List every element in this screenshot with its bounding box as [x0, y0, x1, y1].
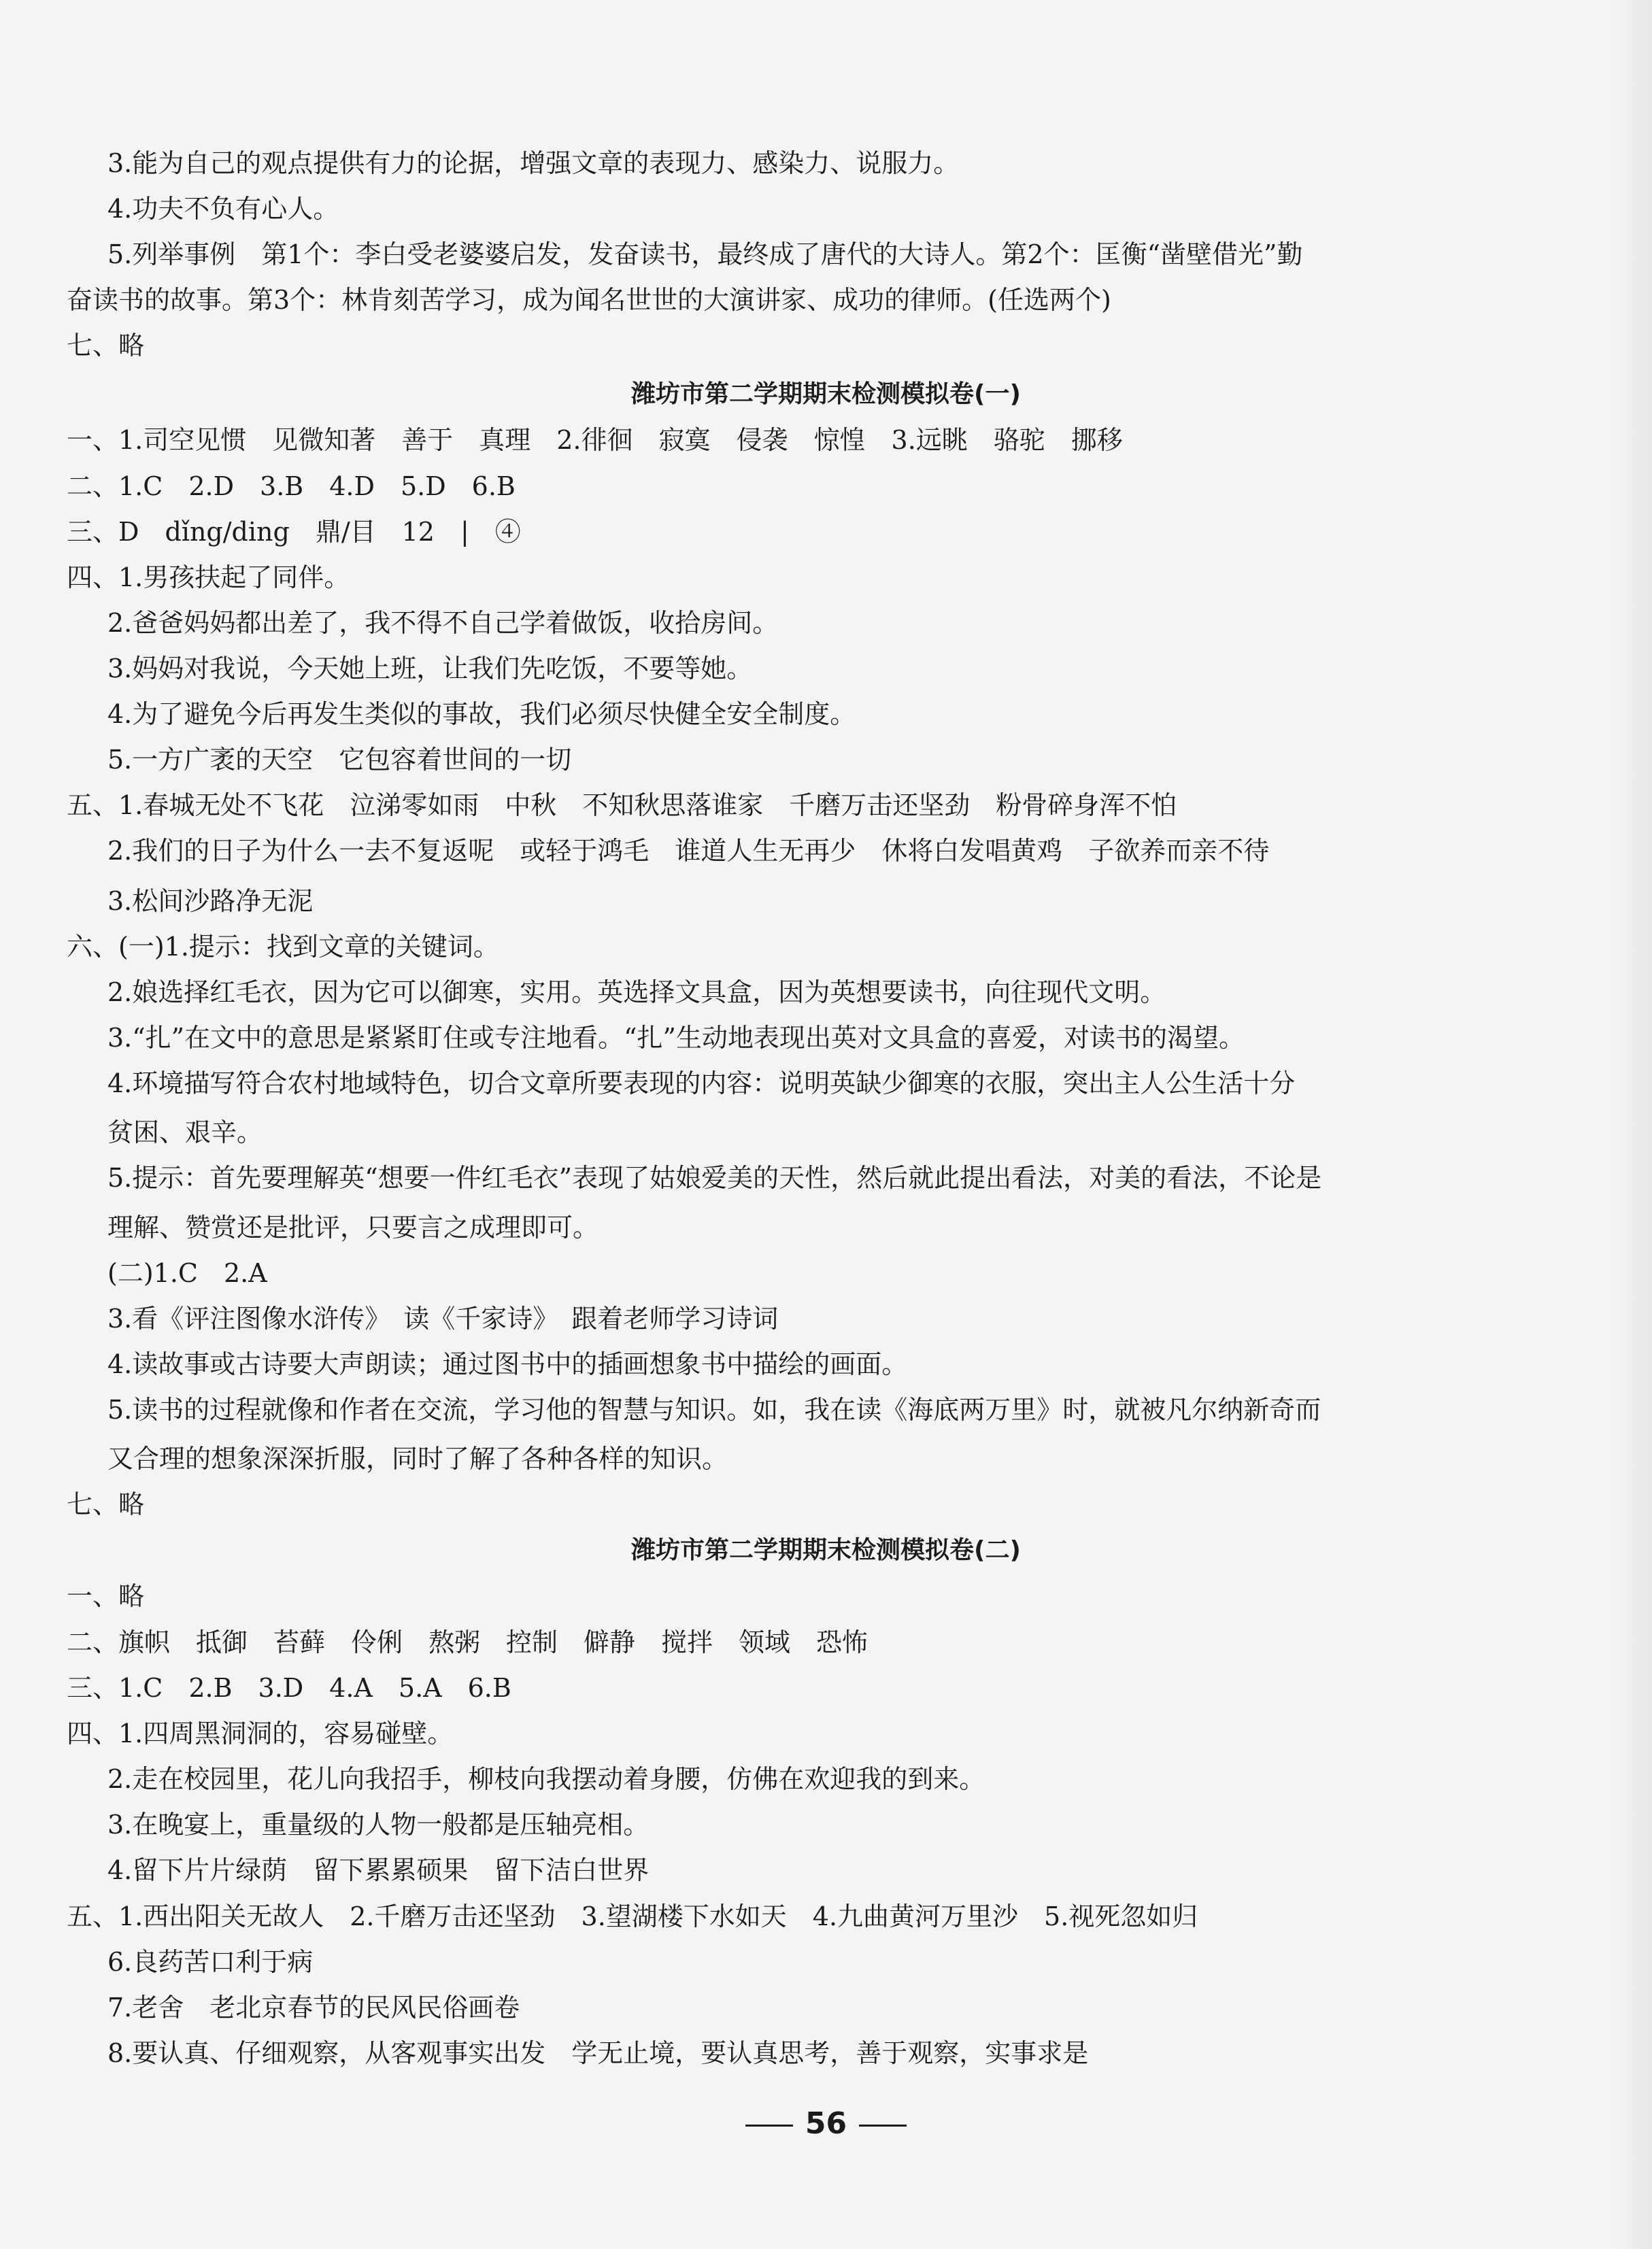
text-line: 四、1.男孩扶起了同伴。	[67, 562, 350, 592]
text-line: 3.“扎”在文中的意思是紧紧盯住或专注地看。“扎”生动地表现出英对文具盒的喜爱，对读书的渴望。	[107, 1023, 1245, 1053]
text-line: 4.环境描写符合农村地域特色，切合文章所要表现的内容：说明英缺少御寒的衣服，突出主人公生活十分	[107, 1068, 1296, 1098]
text-line: 5.提示：首先要理解英“想要一件红毛衣”表现了姑娘爱美的天性，然后就此提出看法，对美的看法，不论是	[107, 1163, 1322, 1193]
text-line: 一、略	[67, 1581, 145, 1611]
text-line: 二、旗帜 抵御 苔藓 伶俐 熬粥 控制 僻静 搅拌 领域 恐怖	[67, 1627, 869, 1657]
text-line: 5.读书的过程就像和作者在交流，学习他的智慧与知识。如，我在读《海底两万里》时，就被凡尔纳新奇而	[107, 1395, 1321, 1425]
text-line: (二)1.C 2.A	[107, 1258, 267, 1288]
page-number-value: 56	[805, 2106, 847, 2141]
text-line: 2.娘选择红毛衣，因为它可以御寒，实用。英选择文具盒，因为英想要读书，向往现代文明。	[107, 977, 1166, 1007]
text-line: 3.妈妈对我说，今天她上班，让我们先吃饭，不要等她。	[107, 654, 753, 683]
text-line: 二、1.C 2.D 3.B 4.D 5.D 6.B	[67, 471, 516, 501]
text-line: 4.读故事或古诗要大声朗读；通过图书中的插画想象书中描绘的画面。	[107, 1349, 908, 1379]
text-line: 3.松间沙路净无泥	[107, 886, 314, 916]
text-line: 五、1.西出阳关无故人 2.千磨万击还坚劲 3.望湖楼下水如天 4.九曲黄河万里沙 5.视死忽如归	[67, 1901, 1198, 1931]
text-line: 7.老舍 老北京春节的民风民俗画卷	[107, 1993, 520, 2023]
text-line: 一、1.司空见惯 见微知著 善于 真理 2.徘徊 寂寞 侵袭 惊惶 3.远眺 骆驼 挪移	[67, 425, 1123, 455]
text-line: 2.走在校园里，花儿向我招手，柳枝向我摆动着身腰，仿佛在欢迎我的到来。	[107, 1764, 985, 1794]
text-line: 3.在晚宴上，重量级的人物一般都是压轴亮相。	[107, 1810, 650, 1840]
text-line: 8.要认真、仔细观察，从客观事实出发 学无止境，要认真思考，善于观察，实事求是	[107, 2038, 1089, 2068]
text-line: 七、略	[67, 331, 145, 360]
section-heading: 潍坊市第二学期期末检测模拟卷(二)	[631, 1536, 1021, 1564]
text-line: 5.一方广袤的天空 它包容着世间的一切	[107, 745, 572, 775]
text-line: 七、略	[67, 1489, 145, 1519]
text-line: 3.能为自己的观点提供有力的论据，增强文章的表现力、感染力、说服力。	[107, 148, 960, 178]
page-number-dash-left	[745, 2125, 793, 2127]
text-line: 三、D dǐng/ding 鼎/目 12 | ④	[67, 517, 521, 547]
text-line: 五、1.春城无处不飞花 泣涕零如雨 中秋 不知秋思落谁家 千磨万击还坚劲 粉骨碎身浑不怕	[67, 790, 1177, 820]
text-line: 理解、赞赏还是批评，只要言之成理即可。	[107, 1213, 599, 1242]
page-number	[0, 2103, 1652, 2144]
text-line: 4.为了避免今后再发生类似的事故，我们必须尽快健全安全制度。	[107, 699, 856, 729]
section-heading: 潍坊市第二学期期末检测模拟卷(一)	[631, 380, 1021, 408]
text-line: 4.功夫不负有心人。	[107, 194, 339, 224]
page-edge-shadow	[1611, 0, 1652, 2249]
text-line: 4.留下片片绿荫 留下累累硕果 留下洁白世界	[107, 1855, 650, 1885]
text-line: 2.我们的日子为什么一去不复返呢 或轻于鸿毛 谁道人生无再少 休将白发唱黄鸡 子欲养而亲不待	[107, 836, 1270, 866]
text-line: 奋读书的故事。第3个：林肯刻苦学习，成为闻名世世的大演讲家、成功的律师。(任选两个)	[67, 285, 1111, 315]
text-line: 又合理的想象深深折服，同时了解了各种各样的知识。	[107, 1444, 728, 1474]
text-line: 三、1.C 2.B 3.D 4.A 5.A 6.B	[67, 1673, 511, 1703]
text-line: 6.良药苦口利于病	[107, 1947, 314, 1977]
text-line: 六、(一)1.提示：找到文章的关键词。	[67, 932, 499, 962]
text-line: 2.爸爸妈妈都出差了，我不得不自己学着做饭，收拾房间。	[107, 608, 779, 638]
text-line: 5.列举事例 第1个：李白受老婆婆启发，发奋读书，最终成了唐代的大诗人。第2个：匡衡“凿壁借光”勤	[107, 239, 1303, 269]
page-number-dash-right	[859, 2125, 907, 2127]
text-line: 3.看《评注图像水浒传》 读《千家诗》 跟着老师学习诗词	[107, 1304, 779, 1334]
text-line: 贫困、艰辛。	[107, 1117, 263, 1147]
text-line: 四、1.四周黑洞洞的，容易碰壁。	[67, 1719, 454, 1748]
